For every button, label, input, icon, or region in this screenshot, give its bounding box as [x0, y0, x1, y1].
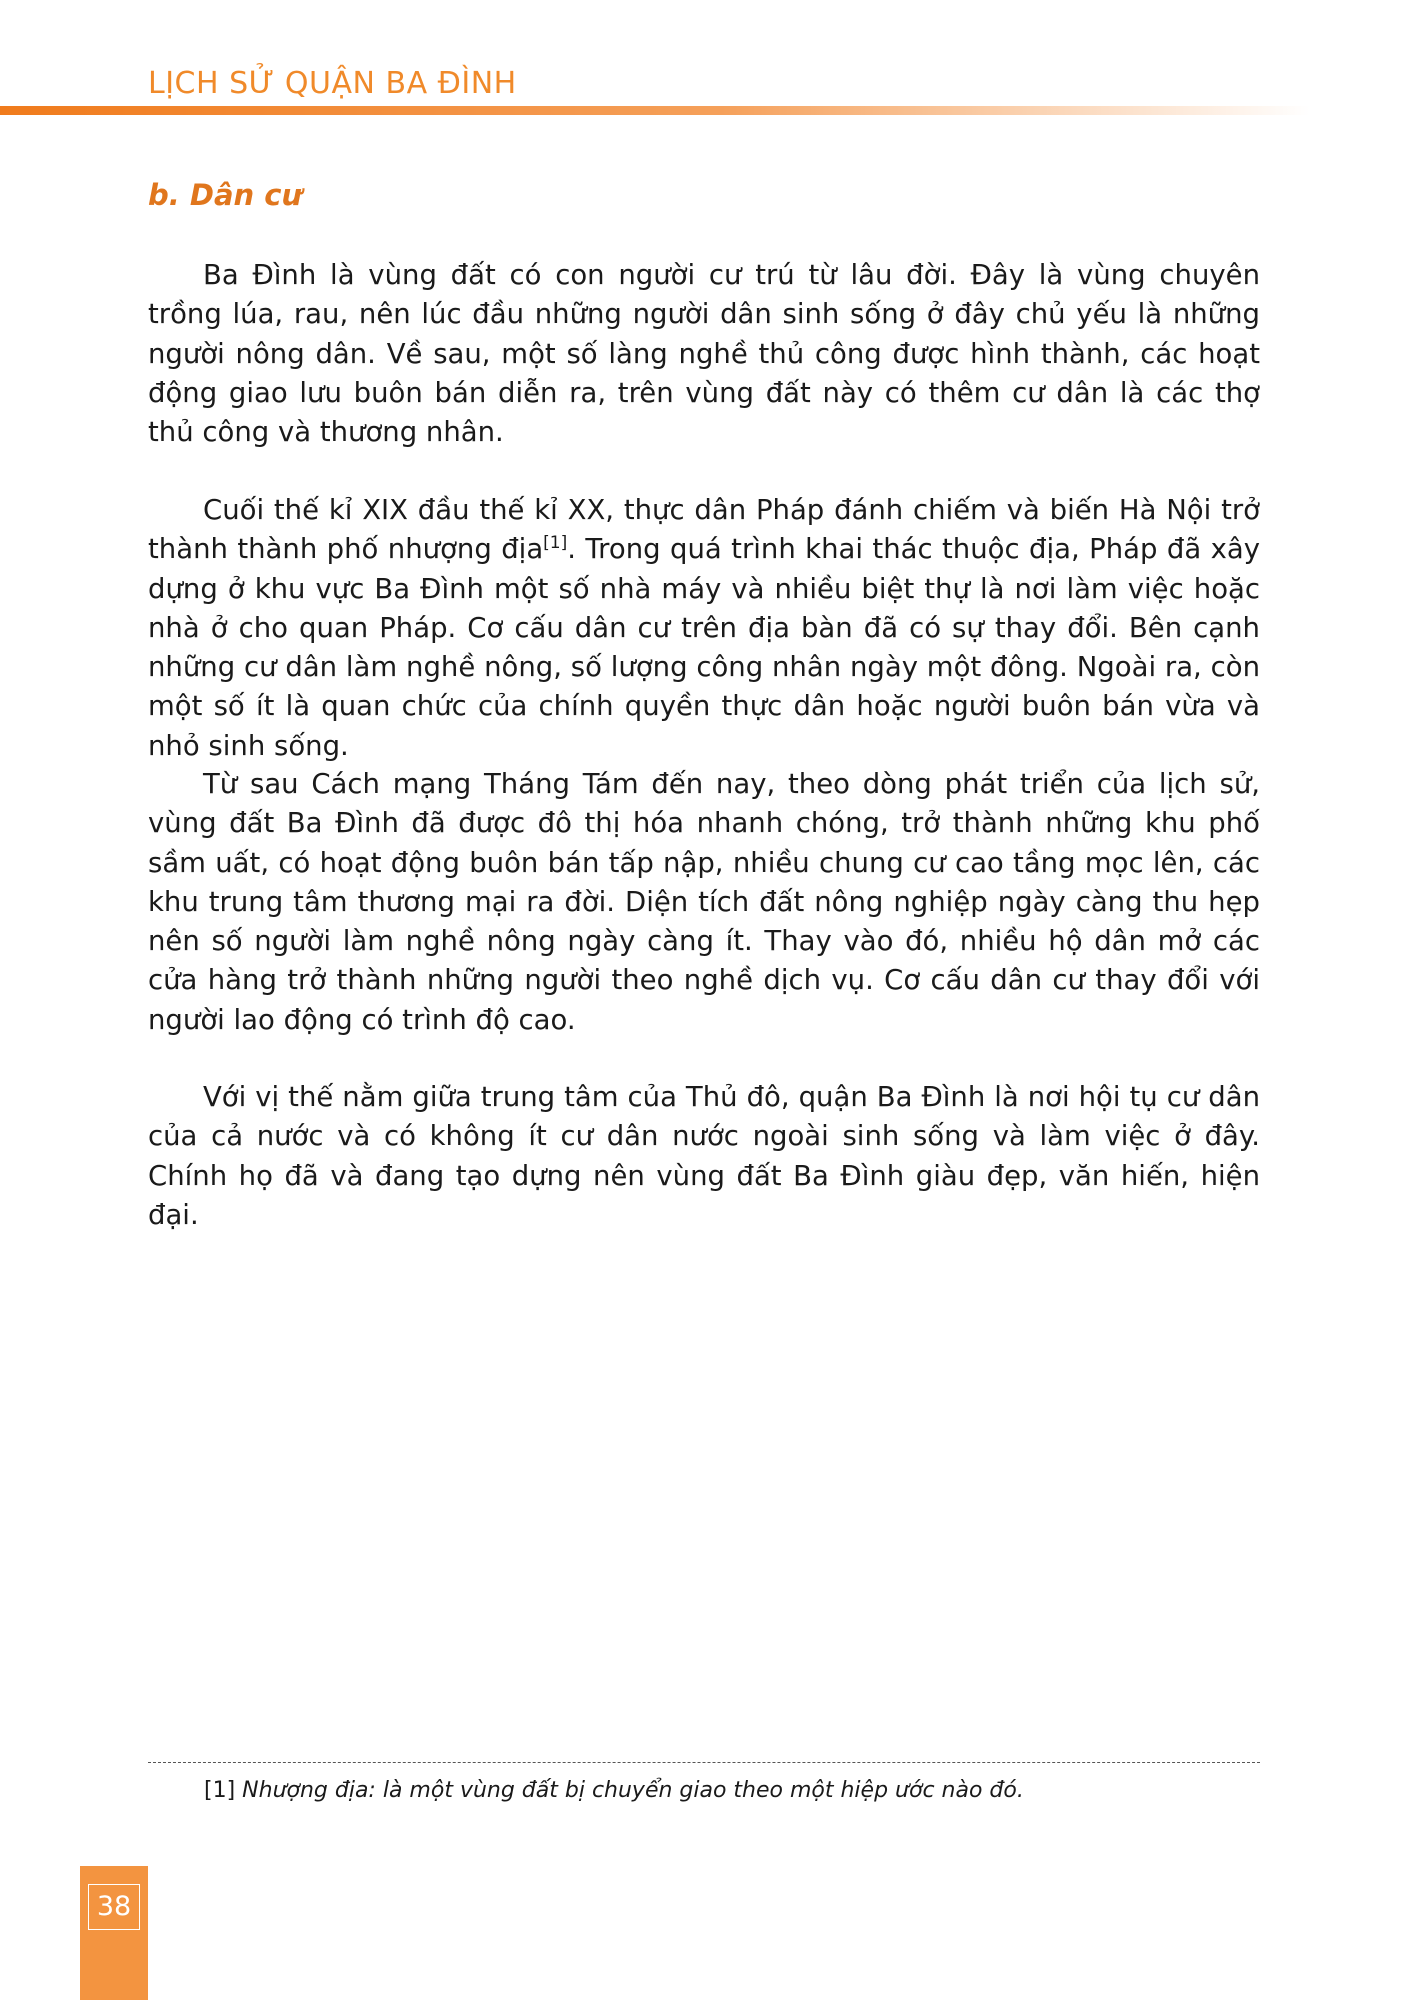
- paragraph-3: Từ sau Cách mạng Tháng Tám đến nay, theo dòng phát triển của lịch sử, vùng đất Ba Đình đã được đô thị hóa nhanh chóng, trở thành những khu phố sầm uất, có hoạt động buôn bán tấp nập, nhiều chung cư cao tầng mọc lên, các khu trung tâm thương mại ra đời. Diện tích đất nông nghiệp ngày càng thu hẹp nên số người làm nghề nông ngày càng ít. Thay vào đó, nhiều hộ dân mở các cửa hàng trở thành những người theo nghề dịch vụ. Cơ cấu dân cư thay đổi với người lao động có trình độ cao.: [148, 768, 1260, 1036]
- footnote-reference[interactable]: [1]: [543, 533, 568, 554]
- page-number-tab: [80, 1866, 148, 2000]
- header-rule: [0, 106, 1310, 115]
- section-title: b. Dân cư: [148, 178, 303, 212]
- paragraph-2-text-b: . Trong quá trình khai thác thuộc địa, Pháp đã xây dựng ở khu vực Ba Đình một số nhà máy và nhiều biệt thự là nơi làm việc hoặc nhà ở cho quan Pháp. Cơ cấu dân cư trên địa bàn đã có sự thay đổi. Bên cạnh những cư dân làm nghề nông, số lượng công nhân ngày một đông. Ngoài ra, còn một số ít là quan chức của chính quyền thực dân hoặc người buôn bán vừa và nhỏ sinh sống.: [148, 533, 1261, 762]
- footnote: [204, 1778, 1024, 1803]
- paragraph-4: Với vị thế nằm giữa trung tâm của Thủ đô, quận Ba Đình là nơi hội tụ cư dân của cả nước và có không ít cư dân nước ngoài sinh sống và làm việc ở đây. Chính họ đã và đang tạo dựng nên vùng đất Ba Đình giàu đẹp, văn hiến, hiện đại.: [148, 1081, 1260, 1231]
- page-number: 38: [88, 1884, 140, 1930]
- paragraph-1: Ba Đình là vùng đất có con người cư trú từ lâu đời. Đây là vùng chuyên trồng lúa, rau, nên lúc đầu những người dân sinh sống ở đây chủ yếu là những người nông dân. Về sau, một số làng nghề thủ công được hình thành, các hoạt động giao lưu buôn bán diễn ra, trên vùng đất này có thêm cư dân là các thợ thủ công và thương nhân.: [148, 259, 1260, 449]
- paragraph-2-text-a: Cuối thế kỉ XIX đầu thế kỉ XX, thực dân Pháp đánh chiếm và biến Hà Nội trở thành thành phố nhượng địa: [148, 494, 1260, 566]
- footnote-marker: [1]: [204, 1778, 236, 1803]
- running-header: LỊCH SỬ QUẬN BA ĐÌNH: [148, 66, 517, 101]
- paragraph-2: [148, 491, 1260, 766]
- footnote-divider: [148, 1762, 1260, 1763]
- footnote-text: Nhượng địa: là một vùng đất bị chuyển giao theo một hiệp ước nào đó.: [242, 1778, 1024, 1803]
